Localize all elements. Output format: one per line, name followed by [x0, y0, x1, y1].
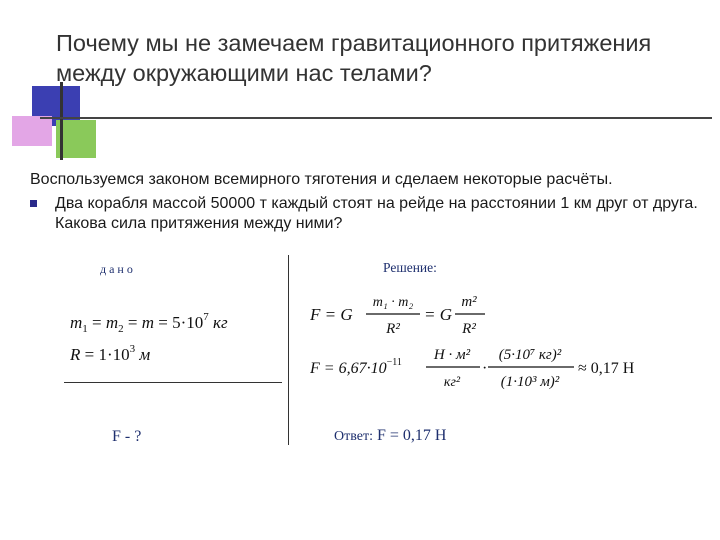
title-underline	[40, 117, 712, 119]
formula1-den2: R²	[462, 321, 476, 337]
svg-text:m1 = m2 = m = 5·107 кг: $m_1 = m_2 = m = 5\cdot 10^7$ кг	[70, 311, 228, 335]
answer-label: Ответ:	[334, 429, 373, 444]
intro-text: Воспользуемся законом всемирного тяготения и сделаем некоторые расчёты.	[30, 171, 613, 188]
given-heading: дано	[100, 262, 136, 276]
formula2-lhs: $F = 6,67\cdot 10^{-11}$	[310, 357, 402, 377]
unknown-label: F - ?	[112, 428, 142, 445]
bullet-square-icon	[30, 200, 37, 207]
decor-square-pink	[12, 116, 52, 146]
formula2-den2: (1·10³ м)²	[500, 374, 560, 390]
formula2-result: ≈ 0,17 Н	[578, 360, 635, 377]
given-divider	[64, 382, 282, 383]
decor-vertical-line	[60, 82, 63, 160]
formula2-num1: Н · м²	[433, 347, 471, 363]
formula2-den1: кг²	[443, 375, 461, 390]
solution-formulas	[310, 285, 710, 400]
section-divider	[288, 255, 289, 445]
problem-text: Два корабля массой 50000 т каждый стоят на рейде на расстоянии 1 км друг от друга. Какова сила притяжения между ними?	[55, 195, 698, 232]
slide-title: Почему мы не замечаем гравитационного притяжения между окружающими нас телами?	[56, 30, 652, 86]
svg-text:R = 1·103 м: $R = 1\cdot 10^3$ м	[70, 343, 151, 364]
solution-heading: Решение:	[383, 260, 437, 275]
answer	[334, 427, 446, 445]
given-formulas	[70, 300, 290, 375]
formula1-num2: m²	[461, 294, 477, 310]
formula1-lhs: F = G	[310, 305, 353, 324]
formula1-den1: R²	[386, 321, 400, 337]
answer-value: F = 0,17 Н	[376, 427, 447, 444]
formula1-mid: = G	[424, 305, 452, 324]
formula2-dot: ·	[482, 360, 488, 377]
formula2-num2: (5·10⁷ кг)²	[498, 347, 562, 363]
formula1-num1: m₁ · m₂	[372, 295, 414, 310]
